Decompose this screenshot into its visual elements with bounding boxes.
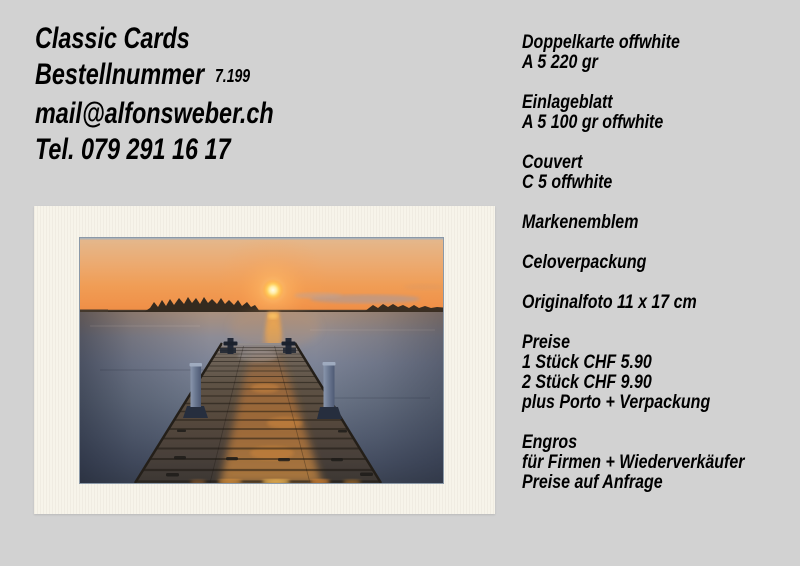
email-address: mail@alfonsweber.ch xyxy=(35,97,274,130)
detail-line: 1 Stück CHF 5.90 xyxy=(522,351,652,373)
detail-group-celoverpackung xyxy=(522,252,744,272)
detail-group-markenemblem xyxy=(522,212,744,232)
detail-line: 2 Stück CHF 9.90 xyxy=(522,371,652,393)
detail-group-couvert xyxy=(522,152,744,192)
detail-line: Doppelkarte offwhite xyxy=(522,31,680,53)
brand-name: Classic Cards xyxy=(35,22,190,55)
phone-number: Tel. 079 291 16 17 xyxy=(35,133,231,166)
detail-group-doppelkarte xyxy=(522,32,744,72)
detail-line: Engros xyxy=(522,431,578,453)
detail-line: Preise auf Anfrage xyxy=(522,471,663,493)
detail-group-engros xyxy=(522,432,744,492)
detail-group-preise xyxy=(522,332,744,412)
details-column xyxy=(522,32,744,492)
detail-line: für Firmen + Wiederverkäufer xyxy=(522,451,745,473)
order-number-line xyxy=(35,57,274,96)
detail-line: Couvert xyxy=(522,151,583,173)
sun xyxy=(262,279,284,301)
detail-line: Einlageblatt xyxy=(522,91,613,113)
detail-line: A 5 220 gr xyxy=(522,51,598,73)
detail-line: Originalfoto 11 x 17 cm xyxy=(522,291,697,313)
detail-line: Celoverpackung xyxy=(522,251,647,273)
detail-group-originalfoto xyxy=(522,292,744,312)
detail-line: Preise xyxy=(522,331,571,353)
detail-line: A 5 100 gr offwhite xyxy=(522,111,664,133)
detail-line: C 5 offwhite xyxy=(522,171,613,193)
detail-line: plus Porto + Verpackung xyxy=(522,391,711,413)
product-card xyxy=(34,206,495,514)
contact-block xyxy=(35,21,274,168)
detail-group-einlageblatt xyxy=(522,92,744,132)
sunset-dock-photo xyxy=(79,237,444,484)
detail-line: Markenemblem xyxy=(522,211,639,233)
order-number-value: 7.199 xyxy=(214,66,251,86)
order-number-label: Bestellnummer xyxy=(35,58,205,91)
